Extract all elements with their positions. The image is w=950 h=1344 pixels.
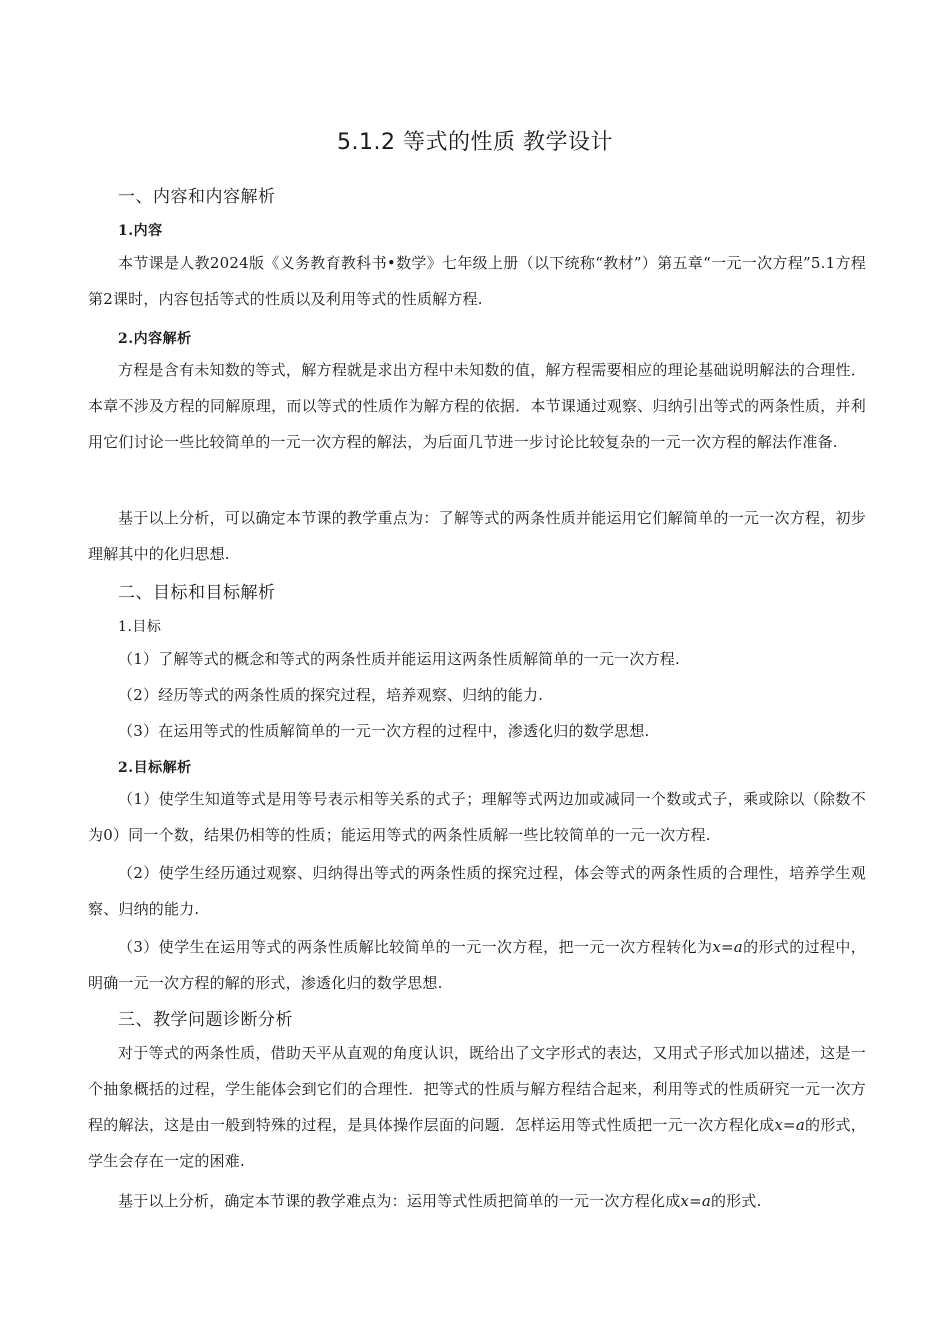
- section1-focus-paragraph: 基于以上分析，可以确定本节课的教学重点为：了解等式的两条性质并能运用它们解简单的一元一次方程，初步理解其中的化归思想.: [88, 509, 866, 563]
- page-title: 5.1.2 等式的性质 教学设计: [337, 130, 613, 155]
- goal-item: （3）在运用等式的性质解简单的一元一次方程的过程中，渗透化归的数学思想.: [118, 722, 650, 740]
- goal-analysis-2: （2）使学生经历通过观察、归纳得出等式的两条性质的探究过程，体会等式的两条性质的合理性，培养学生观察、归纳的能力.: [88, 864, 866, 918]
- math-expression: x=a: [774, 1116, 805, 1134]
- section3-paragraph-2: [88, 1183, 866, 1219]
- math-expression: x=a: [680, 1192, 711, 1210]
- math-expression: x=a: [712, 938, 743, 956]
- section3-paragraph-1-text: 对于等式的两条性质，借助天平从直观的角度认识，既给出了文字形式的表达，又用式子形式加以描述，这是一个抽象概括的过程，学生能体会到它们的合理性．把等式的性质与解方程结合起来，利用等式的性质研究一元一次方程的解法，这是由一般到特殊的过程，是具体操作层面的问题．怎样运用等式性质把一元一次方程化成: [88, 1044, 866, 1134]
- section2-heading: 二、目标和目标解析: [118, 583, 276, 603]
- section2-sub1-heading: 1.目标: [118, 619, 162, 635]
- goal-item: （1）了解等式的概念和等式的两条性质并能运用这两条性质解简单的一元一次方程.: [118, 650, 680, 668]
- section1-heading: 一、内容和内容解析: [118, 187, 276, 207]
- section3-paragraph-2-text-end: 的形式.: [710, 1192, 762, 1210]
- goal-item: （2）经历等式的两条性质的探究过程，培养观察、归纳的能力.: [118, 686, 544, 704]
- section1-content-paragraph: 本节课是人教2024版《义务教育教科书•数学》七年级上册（以下统称“教材”）第五章“一元一次方程”5.1方程第2课时，内容包括等式的性质以及利用等式的性质解方程.: [88, 254, 866, 308]
- section1-analysis-paragraph: 方程是含有未知数的等式，解方程就是求出方程中未知数的值，解方程需要相应的理论基础说明解法的合理性．本章不涉及方程的同解原理，而以等式的性质作为解方程的依据．本节课通过观察、归纳引出等式的两条性质，并利用它们讨论一些比较简单的一元一次方程的解法，为后面几节进一步讨论比较复杂的一元一次方程的解法作准备.: [88, 361, 866, 451]
- goal-analysis-3-text-end: 的形式的过程中，明确一元一次方程的解的形式，渗透化归的数学思想.: [88, 938, 866, 992]
- section3-paragraph-1: [88, 1035, 866, 1179]
- section3-heading: 三、教学问题诊断分析: [118, 1010, 293, 1030]
- goal-analysis-3-text: （3）使学生在运用等式的两条性质解比较简单的一元一次方程，把一元一次方程转化为: [118, 938, 713, 956]
- section1-sub2-heading: 2.内容解析: [118, 331, 192, 347]
- section1-sub1-heading: 1.内容: [118, 223, 163, 239]
- goal-analysis-1: （1）使学生知道等式是用等号表示相等关系的式子；理解等式两边加或减同一个数或式子，乘或除以（除数不为0）同一个数，结果仍相等的性质；能运用等式的两条性质解一些比较简单的一元一次方程.: [88, 790, 866, 844]
- goal-analysis-3: [88, 929, 866, 1001]
- section3-paragraph-1-text-end: 的形式，学生会存在一定的困难.: [88, 1116, 866, 1170]
- section3-paragraph-2-text: 基于以上分析，确定本节课的教学难点为：运用等式性质把简单的一元一次方程化成: [118, 1192, 681, 1210]
- section2-sub2-heading: 2.目标解析: [118, 760, 192, 776]
